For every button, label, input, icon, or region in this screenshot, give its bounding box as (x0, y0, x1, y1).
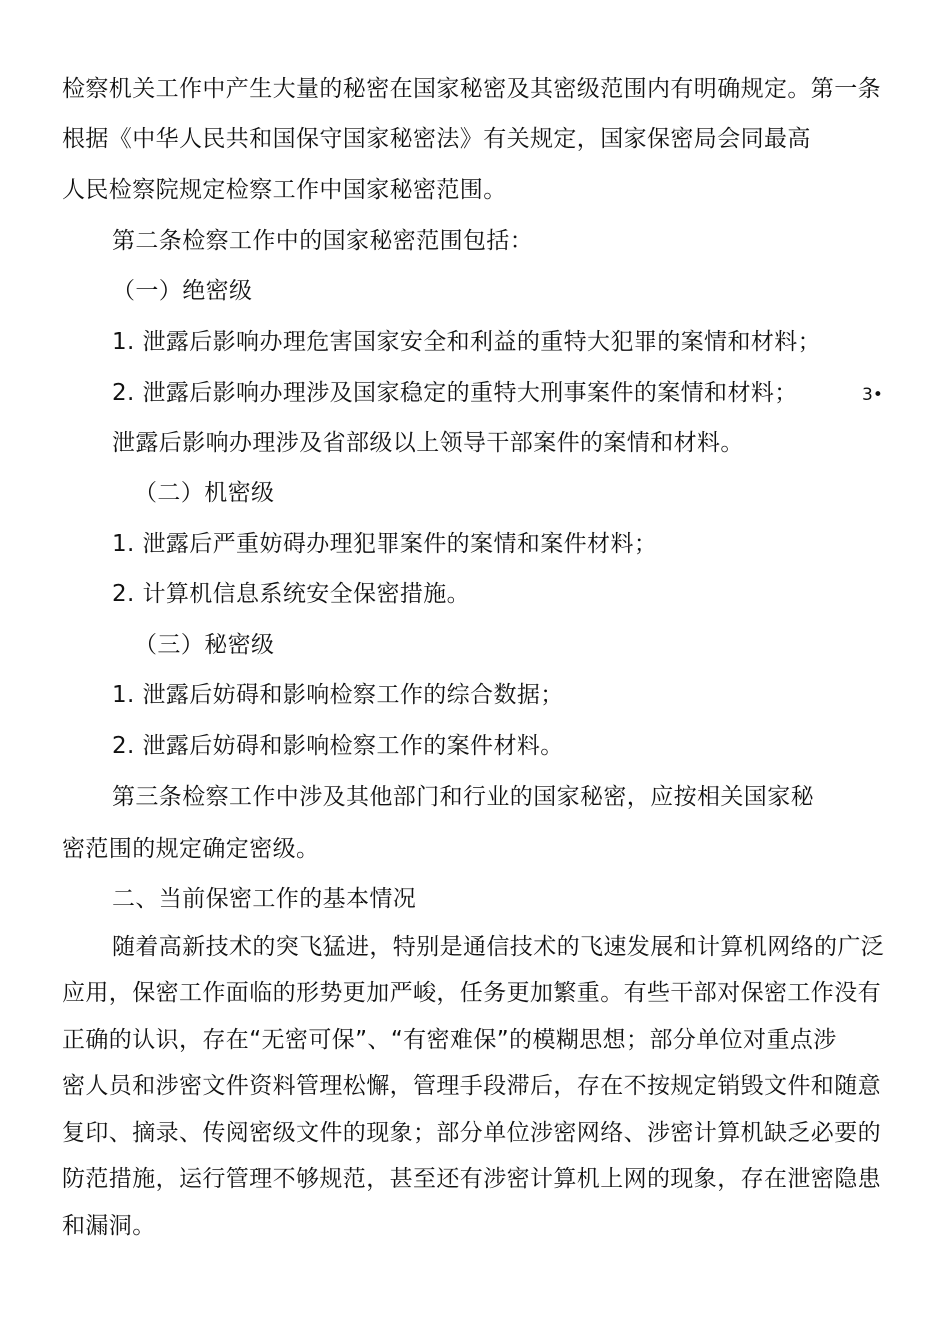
list-item: 1. 泄露后妨碍和影响检察工作的综合数据； (112, 682, 564, 708)
paragraph-line: 防范措施，运行管理不够规范，甚至还有涉密计算机上网的现象，存在泄密隐患 (62, 1166, 881, 1192)
list-item: 2. 泄露后影响办理涉及国家稳定的重特大刑事案件的案情和材料； (112, 380, 798, 406)
article-heading: 第三条检察工作中涉及其他部门和行业的国家秘密，应按相关国家秘 (112, 784, 814, 810)
section-heading-secret: （二）机密级 (134, 480, 275, 506)
list-item: 1. 泄露后影响办理危害国家安全和利益的重特大犯罪的案情和材料； (112, 329, 822, 355)
list-item: 1. 泄露后严重妨碍办理犯罪案件的案情和案件材料； (112, 531, 658, 557)
paragraph-line: 随着高新技术的突飞猛进，特别是通信技术的飞速发展和计算机网络的广泛 (112, 934, 885, 960)
article-heading: 第二条检察工作中的国家秘密范围包括： (112, 228, 534, 254)
paragraph-line: 根据《中华人民共和国保守国家秘密法》有关规定，国家保密局会同最高 (62, 126, 811, 152)
paragraph-line: 密人员和涉密文件资料管理松懈，管理手段滞后，存在不按规定销毁文件和随意 (62, 1073, 881, 1099)
section-title: 二、当前保密工作的基本情况 (112, 886, 417, 912)
section-heading-confidential: （三）秘密级 (134, 632, 275, 658)
list-item-number: 3• (862, 385, 883, 405)
paragraph-line: 复印、摘录、传阅密级文件的现象；部分单位涉密网络、涉密计算机缺乏必要的 (62, 1120, 881, 1146)
paragraph-line: 人民检察院规定检察工作中国家秘密范围。 (62, 177, 507, 203)
paragraph-line: 正确的认识，存在“无密可保”、“有密难保”的模糊思想；部分单位对重点涉 (62, 1027, 837, 1053)
paragraph-line: 密范围的规定确定密级。 (62, 836, 320, 862)
list-item: 2. 计算机信息系统安全保密措施。 (112, 581, 471, 607)
list-item: 泄露后影响办理涉及省部级以上领导干部案件的案情和材料。 (112, 430, 744, 456)
paragraph-line: 应用，保密工作面临的形势更加严峻，任务更加繁重。有些干部对保密工作没有 (62, 980, 881, 1006)
paragraph-line: 和漏洞。 (62, 1213, 156, 1239)
paragraph-line: 检察机关工作中产生大量的秘密在国家秘密及其密级范围内有明确规定。第一条 (62, 76, 881, 102)
section-heading-top-secret: （一）绝密级 (112, 278, 253, 304)
list-item: 2. 泄露后妨碍和影响检察工作的案件材料。 (112, 733, 564, 759)
